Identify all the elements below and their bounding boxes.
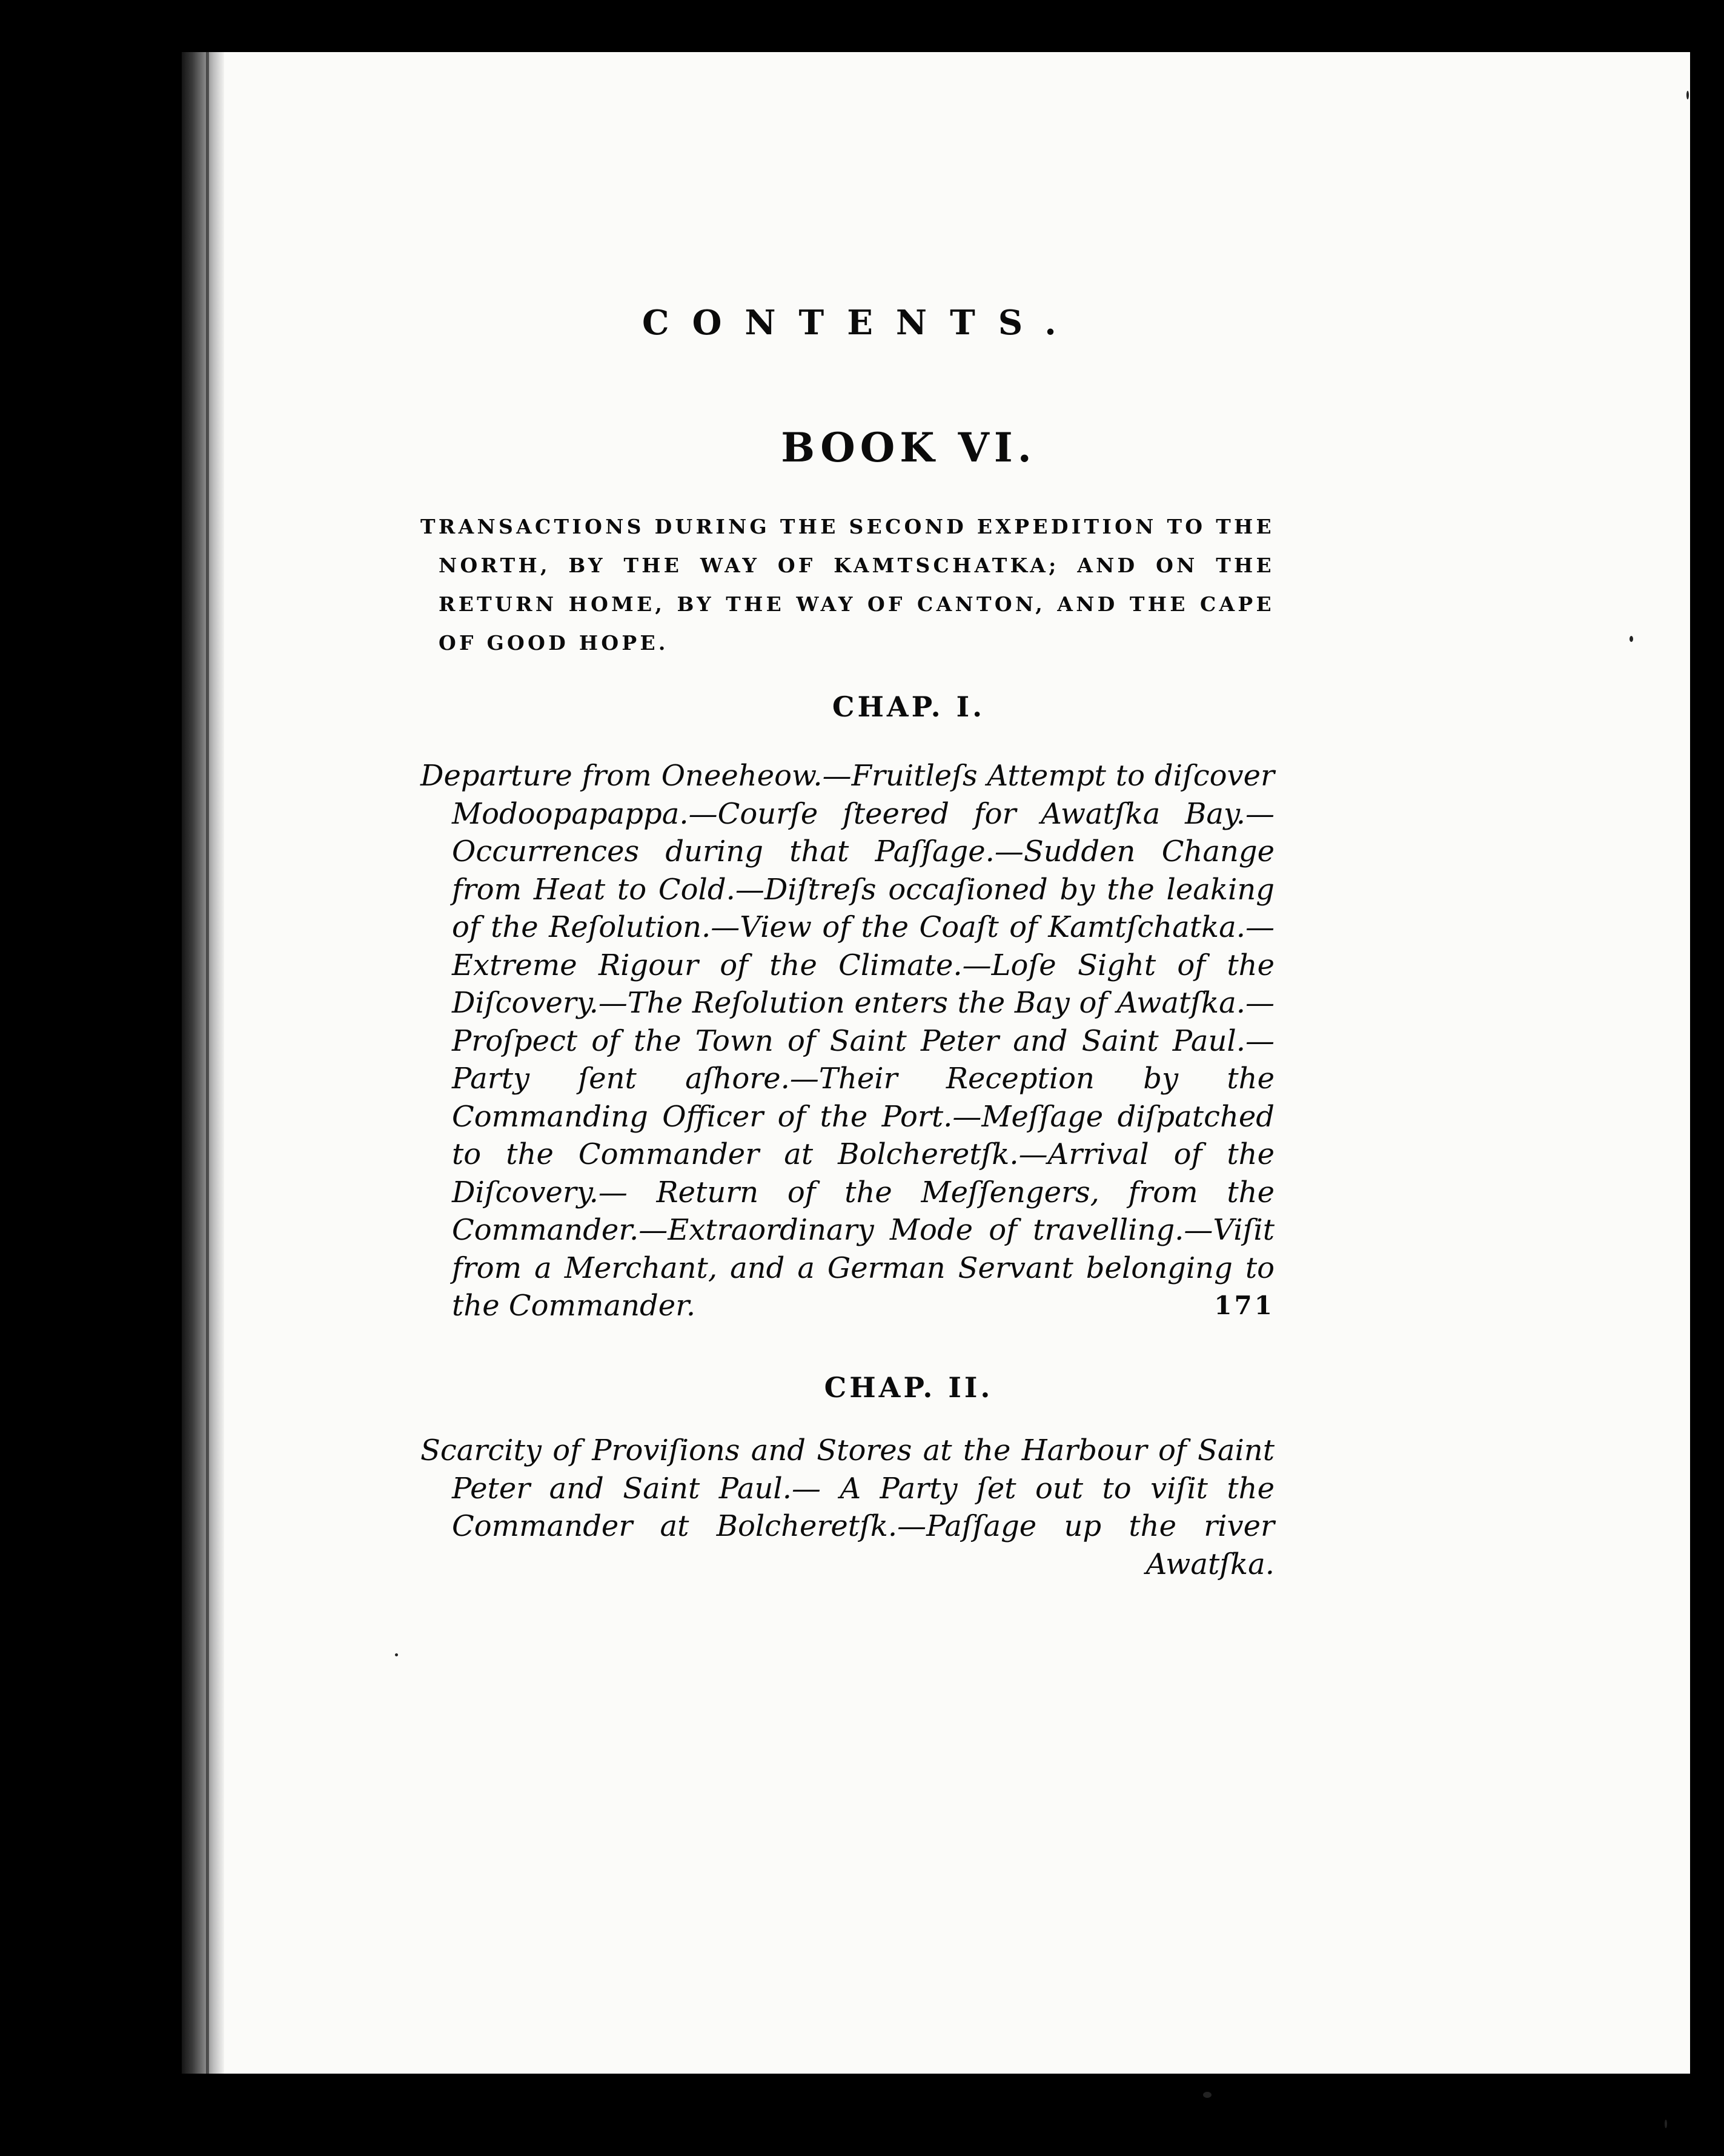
chapter-1-summary-text: Departure from Oneeheow.—Fruitleſs Attempt to diſcover Modoopapappa.—Courſe ſteered for Awatſka Bay.—Occurrences during that Paſſage.—Sudden Change from Heat to Cold.—Diſtreſs occaſioned by the leaking of the Reſolution.—View of the Coaſt of Kamtſchatka.— Extreme Rigour of the Climate.—Loſe Sight of the Diſcovery.—The Reſolution enters the Bay of Awatſka.—Proſpect of the Town of Saint Peter and Saint Paul.—Party ſent aſhore.—Their Reception by the Commanding Officer of the Port.—Meſſage diſpatched to the Commander at Bolcheretſk.—Arrival of the Diſcovery.— Return of the Meſſengers, from the Commander.—Extraordinary Mode of travelling.—Viſit from a Merchant, and a German Servant belonging to the Commander. [420, 759, 1275, 1323]
chapter-2-heading: CHAP. II. [824, 1371, 993, 1404]
chapter-2-summary-text: Scarcity of Proviſions and Stores at the Harbour of Saint Peter and Saint Paul.— A Party ſet out to viſit the Commander at Bolcheretſk.—Paſſage up the river Awatſka. [420, 1433, 1275, 1581]
running-head: CONTENTS. [642, 303, 1079, 343]
ink-speck [1665, 2120, 1667, 2128]
ink-speck [1203, 2092, 1212, 2098]
book-subtitle: TRANSACTIONS DURING THE SECOND EXPEDITION TO THE NORTH, BY THE WAY OF KAMTSCHATKA; AND ON THE RETURN HOME, BY THE WAY OF CANTON, AND THE CAPE OF GOOD HOPE. [420, 515, 1275, 655]
book-title: BOOK VI. [781, 424, 1036, 471]
chapter-1-summary [420, 757, 1275, 1325]
ink-speck [395, 1653, 398, 1656]
chapter-1-heading: CHAP. I. [832, 690, 986, 723]
ink-speck [1686, 91, 1689, 99]
ink-speck [1630, 636, 1633, 642]
chapter-2-summary [420, 1432, 1275, 1583]
chapter-1-page-number: 171 [1214, 1291, 1275, 1320]
